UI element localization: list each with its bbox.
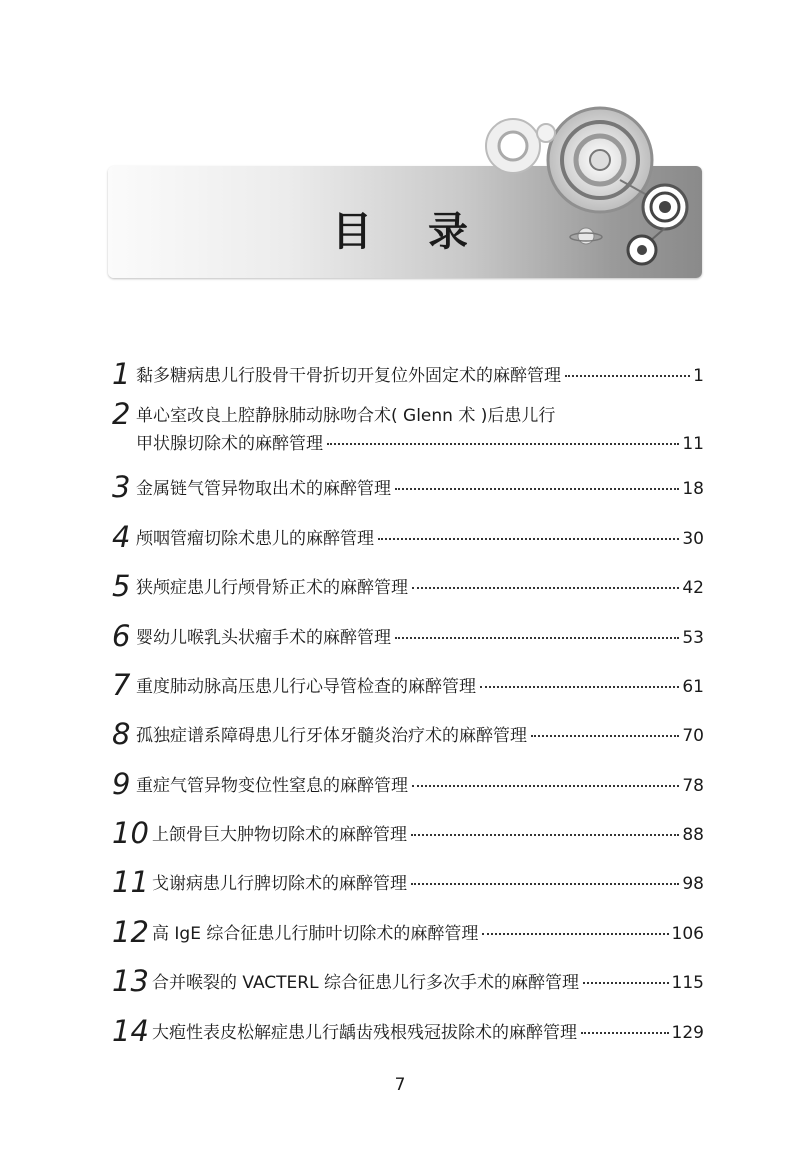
toc-entry-line <box>136 577 704 599</box>
toc-entry-title: 重度肺动脉高压患儿行心导管检查的麻醉管理 <box>136 677 476 697</box>
toc-entry-number: 4 <box>112 520 131 554</box>
toc-entry-number: 7 <box>112 668 131 702</box>
toc-entry-title: 单心室改良上腔静脉肺动脉吻合术( Glenn 术 )后患儿行 <box>136 406 556 426</box>
dot-leader <box>480 686 679 688</box>
toc-entry-title: 颅咽管瘤切除术患儿的麻醉管理 <box>136 529 374 549</box>
dot-leader <box>395 637 679 639</box>
toc-entry-number: 13 <box>112 964 149 998</box>
toc-entry-number: 9 <box>112 767 131 801</box>
toc-entry-page: 88 <box>682 825 704 845</box>
toc-entry-page: 1 <box>693 366 704 386</box>
toc-entry-title: 孤独症谱系障碍患儿行牙体牙髓炎治疗术的麻醉管理 <box>136 726 527 746</box>
toc-entry-title: 狭颅症患儿行颅骨矫正术的麻醉管理 <box>136 578 408 598</box>
dot-leader <box>583 982 669 984</box>
dot-leader <box>411 834 679 836</box>
toc-entry-line <box>136 528 704 550</box>
toc-entry-page: 78 <box>682 776 704 796</box>
dot-leader <box>565 375 690 377</box>
toc-entry-number: 11 <box>112 865 149 899</box>
toc-entry-title: 黏多糖病患儿行股骨干骨折切开复位外固定术的麻醉管理 <box>136 366 561 386</box>
toc-entry-title: 高 IgE 综合征患儿行肺叶切除术的麻醉管理 <box>152 924 479 944</box>
dot-leader <box>411 883 679 885</box>
page-number: 7 <box>394 1075 406 1095</box>
dot-leader <box>412 587 679 589</box>
toc-entry-page: 98 <box>682 874 704 894</box>
toc-entry-title: 戈谢病患儿行脾切除术的麻醉管理 <box>152 874 407 894</box>
toc-entry-line <box>136 478 704 500</box>
toc-entry-line <box>136 627 704 649</box>
toc-entry-number: 8 <box>112 717 131 751</box>
page-title: 目录 <box>332 208 524 255</box>
toc-entry-line <box>152 972 704 994</box>
toc-entry-line <box>136 775 704 797</box>
toc-entry-number: 3 <box>112 470 131 504</box>
dot-leader <box>378 538 679 540</box>
toc-entry-title: 婴幼儿喉乳头状瘤手术的麻醉管理 <box>136 628 391 648</box>
toc-entry-line <box>136 725 704 747</box>
toc-entry-title: 大疱性表皮松解症患儿行龋齿残根残冠拔除术的麻醉管理 <box>152 1023 577 1043</box>
toc-entry-page: 18 <box>682 479 704 499</box>
toc-entry-line <box>136 433 704 455</box>
toc-entry-page: 115 <box>671 973 704 993</box>
toc-entry-number: 6 <box>112 619 131 653</box>
toc-entry-number: 10 <box>112 816 149 850</box>
dot-leader <box>482 933 668 935</box>
dot-leader <box>327 443 679 445</box>
toc-entry-line <box>136 365 704 387</box>
toc-entry-title: 合并喉裂的 VACTERL 综合征患儿行多次手术的麻醉管理 <box>152 973 579 993</box>
toc-entry-page: 106 <box>671 924 704 944</box>
toc-entry-line <box>152 923 704 945</box>
toc-entry-title: 甲状腺切除术的麻醉管理 <box>136 434 323 454</box>
dot-leader <box>412 785 679 787</box>
toc-entry-page: 30 <box>682 529 704 549</box>
toc-entry-line <box>152 824 704 846</box>
toc-entry-page: 70 <box>682 726 704 746</box>
dot-leader <box>581 1032 669 1034</box>
toc-entry-title: 上颌骨巨大肿物切除术的麻醉管理 <box>152 825 407 845</box>
toc-entry-page: 129 <box>671 1023 704 1043</box>
toc-entry-number: 2 <box>112 397 131 431</box>
toc-entry-page: 42 <box>682 578 704 598</box>
toc-entry-number: 5 <box>112 569 131 603</box>
toc-entry-page: 53 <box>682 628 704 648</box>
toc-entry-title: 重症气管异物变位性窒息的麻醉管理 <box>136 776 408 796</box>
toc-entry-line <box>136 676 704 698</box>
toc-entry-number: 1 <box>112 357 131 391</box>
toc-entry-page: 61 <box>682 677 704 697</box>
toc-entry-number: 14 <box>112 1014 149 1048</box>
toc-entry-title: 金属链气管异物取出术的麻醉管理 <box>136 479 391 499</box>
toc-entry-number: 12 <box>112 915 149 949</box>
toc-entry-page: 11 <box>682 434 704 454</box>
dot-leader <box>395 488 679 490</box>
toc-entry-line <box>152 1022 704 1044</box>
dot-leader <box>531 735 679 737</box>
toc-entry-line <box>152 873 704 895</box>
